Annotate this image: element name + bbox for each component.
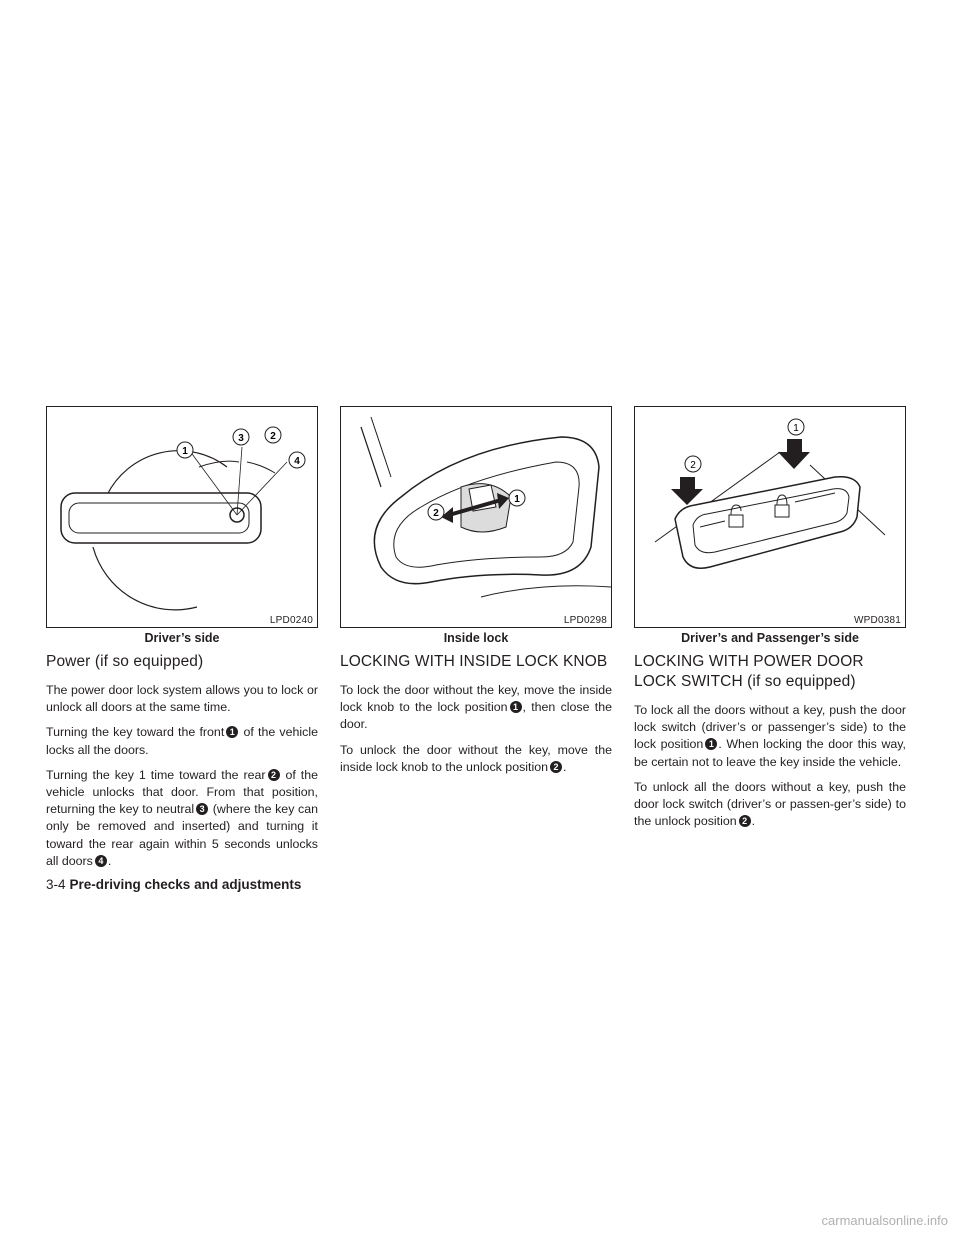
section-title: Pre-driving checks and adjustments xyxy=(69,877,302,892)
callout-number: 4 xyxy=(95,855,107,867)
power-lock-switch-illustration xyxy=(635,407,905,627)
figure-code: LPD0298 xyxy=(563,615,607,626)
paragraph: To unlock the door without the key, move the inside lock knob to the unlock position 2 . xyxy=(340,742,612,774)
section-heading: Power (if so equipped) xyxy=(46,653,204,670)
svg-text:2: 2 xyxy=(690,460,696,471)
section-heading: LOCKING WITH INSIDE LOCK KNOB xyxy=(340,653,608,670)
paragraph: To lock all the doors without a key, push the door lock switch (driver’s or passenger’s side) to the lock position 1 . When locking the door this way, be certain not to leave the key inside the vehicle. xyxy=(634,703,907,769)
figure-caption: Driver’s side xyxy=(144,631,220,645)
callout-4 xyxy=(289,452,305,468)
figure-code: LPD0240 xyxy=(269,615,313,626)
svg-text:1: 1 xyxy=(182,446,188,457)
callout-2 xyxy=(428,504,444,520)
callout-2 xyxy=(685,456,701,472)
door-handle-illustration xyxy=(47,407,317,627)
figure-caption: Inside lock xyxy=(443,631,509,645)
figure-power-lock-switch xyxy=(634,406,906,628)
callout-3 xyxy=(233,429,249,445)
callout-1 xyxy=(509,490,525,506)
inside-lock-illustration xyxy=(341,407,611,627)
paragraph: Turning the key toward the front 1 of the vehicle locks all the doors. xyxy=(46,725,318,757)
figure-inside-lock xyxy=(340,406,612,628)
svg-text:2: 2 xyxy=(270,431,276,442)
callout-number: 2 xyxy=(550,761,562,773)
callout-number: 1 xyxy=(226,726,238,738)
section-heading: LOCKING WITH POWER DOOR LOCK SWITCH (if so equipped) xyxy=(634,653,864,690)
column-3 xyxy=(634,406,906,838)
paragraph: To lock the door without the key, move the inside lock knob to the lock position 1 , then close the door. xyxy=(340,683,612,732)
column-2 xyxy=(340,406,612,784)
callout-1 xyxy=(177,442,193,458)
figure-drivers-side xyxy=(46,406,318,628)
callout-number: 3 xyxy=(196,803,208,815)
callout-number: 2 xyxy=(739,815,751,827)
callout-number: 2 xyxy=(268,769,280,781)
figure-caption: Driver’s and Passenger’s side xyxy=(681,631,859,645)
svg-text:3: 3 xyxy=(238,433,244,444)
svg-text:1: 1 xyxy=(514,494,520,505)
callout-2 xyxy=(265,427,281,443)
svg-text:2: 2 xyxy=(433,508,439,519)
column-1 xyxy=(46,406,318,878)
svg-text:1: 1 xyxy=(793,423,799,434)
paragraph: To unlock all the doors without a key, push the door lock switch (driver’s or passen-ger’s side) to the unlock position 2 . xyxy=(634,779,906,829)
callout-number: 1 xyxy=(705,738,717,750)
paragraph: The power door lock system allows you to lock or unlock all doors at the same time. xyxy=(46,683,318,715)
paragraph: Turning the key 1 time toward the rear 2 of the vehicle unlocks that door. From that position, returning the key to neutral 3 (where the key can only be removed and inserted) and turning it toward the rear again within 5 seconds unlocks all doors 4 . xyxy=(46,767,318,868)
watermark[interactable]: carmanualsonline.info xyxy=(821,1213,948,1228)
svg-text:4: 4 xyxy=(294,456,300,467)
figure-code: WPD0381 xyxy=(854,615,901,626)
page-number: 3-4 xyxy=(46,877,66,892)
callout-number: 1 xyxy=(510,701,522,713)
page-footer xyxy=(46,877,301,892)
callout-1 xyxy=(788,419,804,435)
